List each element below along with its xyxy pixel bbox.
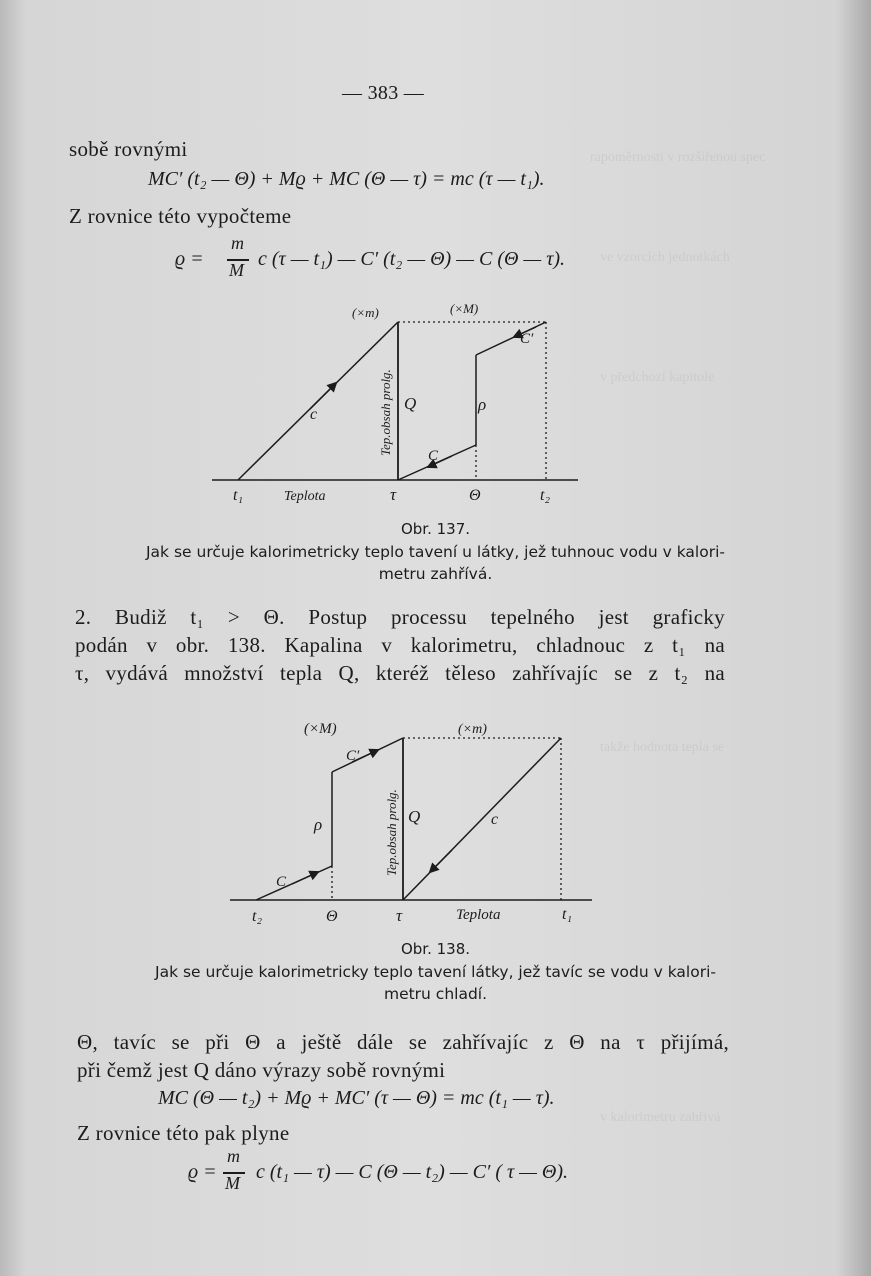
paragraph-3-line-2: při čemž jest Q dáno výrazy sobě rovnými (77, 1058, 446, 1082)
equation-2-numerator: m (231, 233, 244, 253)
bleed-through-text: takže hodnota tepla se (600, 740, 725, 755)
equation-4-rhs: c (t₁ — τ) — C (Θ — t₂) — C′ ( τ — Θ). (256, 1161, 569, 1183)
text-line: Z rovnice této vypočteme (69, 204, 292, 228)
label-C: C (276, 874, 287, 890)
equation-3: MC (Θ — t₂) + Mϱ + MC′ (τ — Θ) = mc (t₁ — τ). (158, 1087, 555, 1109)
tick-t1: t₁ (233, 487, 244, 504)
bleed-through-text: ve vzorcích jednotkách (600, 250, 730, 265)
text-line: sobě rovnými (69, 137, 188, 161)
label-vertical: Tep.obsah prolg. (384, 789, 399, 876)
bleed-through-text: rapoměrnosti v rozšířenou spec (590, 150, 766, 165)
figure-137-number: Obr. 137. (400, 520, 471, 538)
equation-4-denominator: M (225, 1173, 240, 1193)
label-teplota: Teplota (284, 489, 326, 504)
paragraph-3-line-1: Θ, tavíc se při Θ a ještě dále se zahřívajíc z Θ na τ přijímá, (77, 1030, 729, 1054)
figure-138-caption-2: metru chladí. (383, 985, 488, 1003)
label-Cprime: C′ (346, 748, 360, 764)
tick-t2: t₂ (540, 487, 551, 504)
label-Cprime: C′ (520, 331, 534, 347)
arrow-C (292, 872, 318, 884)
label-xM: (×M) (450, 301, 479, 316)
line-c (403, 738, 561, 900)
label-xM: (×M) (304, 721, 337, 737)
figure-138-caption-1: Jak se určuje kalorimetricky teplo tavení látky, jež tavíc se vodu v kalori- (155, 963, 716, 981)
label-vertical: Tep.obsah prolg. (378, 369, 393, 456)
equation-4-lhs: ϱ = (188, 1161, 217, 1183)
label-Q: Q (404, 394, 417, 413)
tick-tau: τ (390, 485, 397, 504)
label-rho: ρ (314, 815, 323, 834)
equation-1: MC′ (t₂ — Θ) + Mϱ + MC (Θ — τ) = mc (τ — t₁). (148, 168, 545, 190)
equation-2-lhs: ϱ = (175, 248, 204, 270)
page-number: — 383 — (342, 82, 425, 104)
figure-137-caption-2: metru zahřívá. (378, 565, 493, 583)
figure-137-caption-1: Jak se určuje kalorimetricky teplo tavení u látky, jež tuhnouc vodu v kalori- (145, 543, 725, 561)
label-rho: ρ (478, 395, 487, 414)
label-Q: Q (408, 807, 421, 826)
equation-2-denominator: M (229, 260, 244, 280)
tick-tau: τ (396, 906, 403, 925)
label-xm: (×m) (458, 722, 487, 737)
arrow-c (430, 850, 452, 872)
bleed-through-text: v předchozí kapitole (600, 370, 715, 385)
tick-theta: Θ (326, 908, 338, 925)
paragraph-2-line-3: τ, vydává množství tepla Q, kteréž těleso zahřívajíc se z t₂ na (75, 661, 725, 685)
bleed-through-text: v kalorimetru zahřívá (600, 1110, 721, 1125)
label-c: c (491, 811, 499, 828)
paragraph-2-line-2: podán v obr. 138. Kapalina v kalorimetru, chladnouc z t₁ na (75, 633, 725, 657)
equation-2-rhs: c (τ — t₁) — C′ (t₂ — Θ) — C (Θ — τ). (258, 248, 566, 270)
text-line: Z rovnice této pak plyne (77, 1121, 290, 1145)
label-c: c (310, 406, 318, 423)
label-teplota: Teplota (456, 907, 501, 923)
tick-t2: t₂ (252, 908, 263, 925)
figure-138-number: Obr. 138. (400, 940, 471, 958)
equation-4-numerator: m (227, 1146, 240, 1166)
tick-theta: Θ (469, 487, 481, 504)
paragraph-2-line-1: 2. Budiž t₁ > Θ. Postup processu tepelného jest graficky (75, 605, 725, 629)
label-C: C (428, 448, 439, 464)
label-xm: (×m) (352, 305, 379, 320)
tick-t1: t₁ (562, 906, 573, 923)
